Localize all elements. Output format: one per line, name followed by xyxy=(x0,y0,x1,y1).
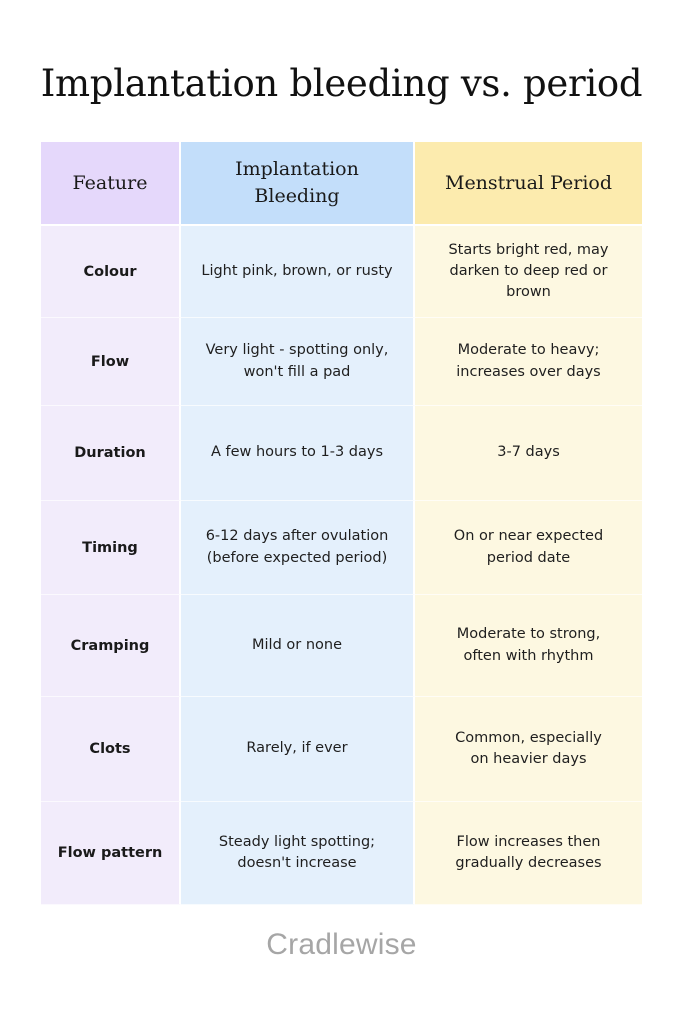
implantation-cell-cramping xyxy=(181,595,415,697)
cell-line: Flow increases then xyxy=(456,833,601,850)
comparison-table xyxy=(41,142,642,905)
cell-line: period date xyxy=(486,549,571,566)
cell-line: Rarely, if ever xyxy=(246,740,348,757)
feature-cell-timing: Timing xyxy=(41,501,181,595)
period-cell-flow-pattern xyxy=(415,802,642,905)
period-cell-colour xyxy=(415,226,642,318)
cell-line: (before expected period) xyxy=(206,549,388,566)
feature-cell-clots: Clots xyxy=(41,697,181,802)
header-implantation-line2: Bleeding xyxy=(254,185,340,207)
feature-cell-colour: Colour xyxy=(41,226,181,318)
implantation-cell-flow xyxy=(181,318,415,406)
period-cell-duration xyxy=(415,406,642,501)
cell-line: Starts bright red, may xyxy=(448,241,609,258)
cell-line: 3-7 days xyxy=(497,444,560,461)
implantation-cell-flow-pattern xyxy=(181,802,415,905)
feature-cell-cramping: Cramping xyxy=(41,595,181,697)
implantation-cell-duration xyxy=(181,406,415,501)
period-cell-clots xyxy=(415,697,642,802)
cell-line: often with rhythm xyxy=(463,647,594,664)
period-cell-flow xyxy=(415,318,642,406)
cell-line: Moderate to strong, xyxy=(456,626,601,643)
cell-line: A few hours to 1-3 days xyxy=(210,444,384,461)
cell-line: On or near expected xyxy=(453,528,604,545)
cell-line: gradually decreases xyxy=(455,855,602,871)
header-implantation-line1: Implantation xyxy=(235,158,359,181)
period-cell-cramping xyxy=(415,595,642,697)
feature-cell-flow-pattern: Flow pattern xyxy=(41,802,181,905)
cell-line: increases over days xyxy=(456,363,601,380)
cell-line: on heavier days xyxy=(470,751,587,767)
cell-line: Mild or none xyxy=(252,636,342,653)
header-menstrual-period: Menstrual Period xyxy=(415,142,642,226)
cell-line: Steady light spotting; xyxy=(218,833,376,850)
cell-line: Common, especially xyxy=(455,729,602,746)
cell-line: won't fill a pad xyxy=(243,363,351,380)
cell-line: doesn't increase xyxy=(237,855,357,871)
implantation-cell-colour xyxy=(181,226,415,318)
page-title: Implantation bleeding vs. period xyxy=(40,62,643,105)
implantation-cell-clots xyxy=(181,697,415,802)
cell-line: 6-12 days after ovulation xyxy=(205,528,389,545)
cell-line: Very light - spotting only, xyxy=(205,342,389,359)
header-implantation-bleeding xyxy=(181,142,415,226)
cell-line: Light pink, brown, or rusty xyxy=(201,262,393,279)
feature-cell-duration: Duration xyxy=(41,406,181,501)
cell-line: darken to deep red or brown xyxy=(449,262,608,300)
header-feature: Feature xyxy=(41,142,181,226)
feature-cell-flow: Flow xyxy=(41,318,181,406)
implantation-cell-timing xyxy=(181,501,415,595)
brand-logo-text: Cradlewise xyxy=(266,928,417,961)
cell-line: Moderate to heavy; xyxy=(457,342,600,359)
period-cell-timing xyxy=(415,501,642,595)
